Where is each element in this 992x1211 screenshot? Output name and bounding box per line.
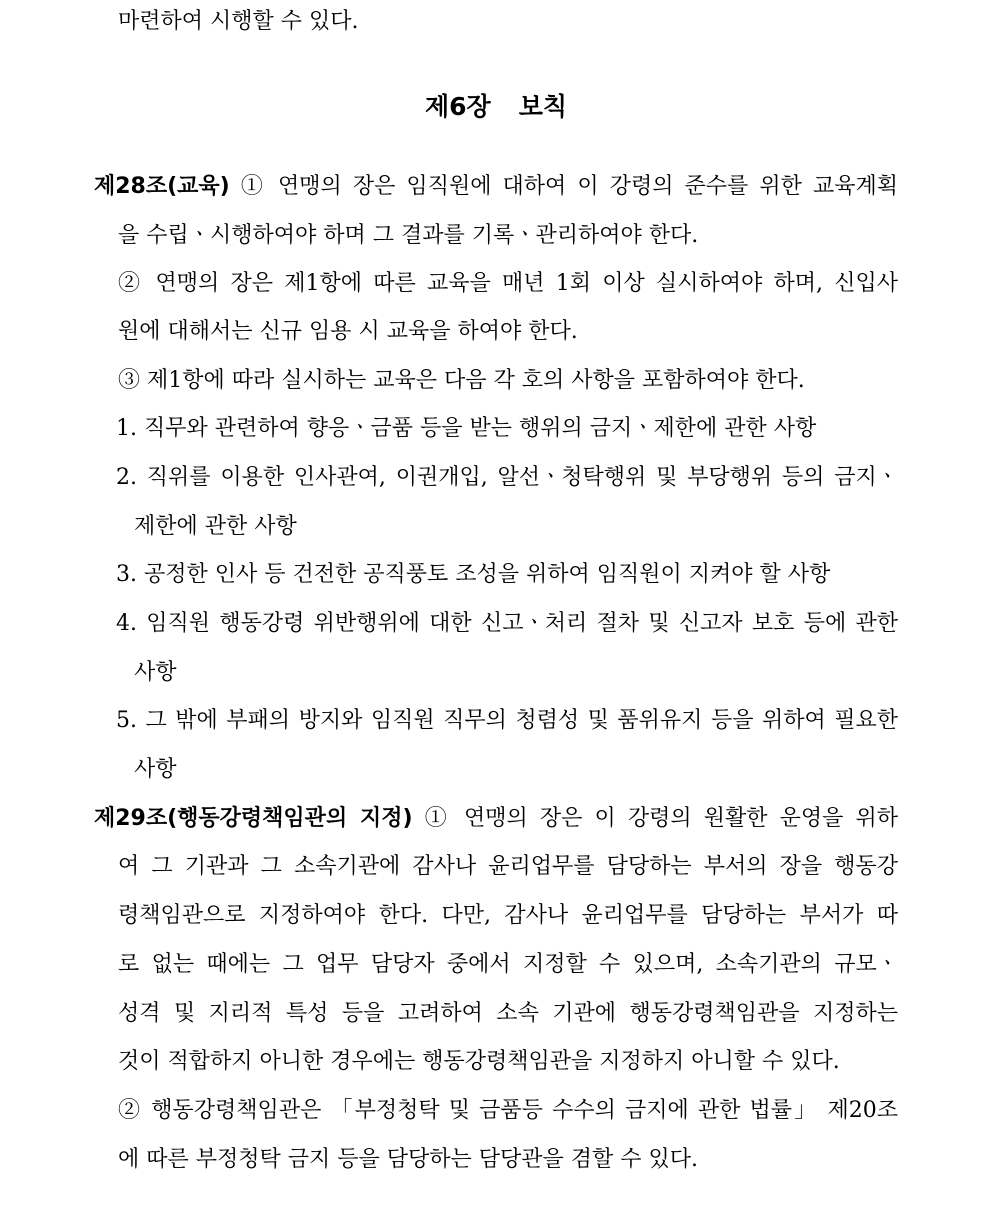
text-line: 여 그 기관과 그 소속기관에 감사나 윤리업무를 담당하는 부서의 장을 행동강 (118, 854, 898, 879)
list-item: 4. 임직원 행동강령 위반행위에 대한 신고ㆍ처리 절차 및 신고자 보호 등에 관한 (116, 611, 898, 636)
text-line: 사항 (134, 757, 177, 782)
list-item: 5. 그 밖에 부패의 방지와 임직원 직무의 청렴성 및 품위유지 등을 위하여 필요한 (116, 708, 898, 733)
chapter-heading (0, 92, 992, 122)
text-line: 마련하여 시행할 수 있다. (118, 9, 359, 34)
text-line: 을 수립ㆍ시행하여야 하며 그 결과를 기록ㆍ관리하여야 한다. (118, 223, 699, 248)
text-line: 령책임관으로 지정하여야 한다. 다만, 감사나 윤리업무를 담당하는 부서가 따 (118, 903, 898, 928)
text-line: 사항 (134, 660, 177, 685)
text-line: 로 없는 때에는 그 업무 담당자 중에서 지정할 수 있으며, 소속기관의 규모ㆍ (118, 952, 898, 977)
chapter-number: 제6장 (424, 92, 491, 121)
article-28-first-line (94, 173, 898, 201)
list-item: 2. 직위를 이용한 인사관여, 이권개입, 알선ㆍ청탁행위 및 부당행위 등의 금지ㆍ (116, 465, 898, 490)
article-28-text: ① 연맹의 장은 임직원에 대하여 이 강령의 준수를 위한 교육계획 (240, 174, 898, 199)
text-line: 것이 적합하지 아니한 경우에는 행동강령책임관을 지정하지 아니할 수 있다. (118, 1049, 840, 1074)
article-29-title: 제29조(행동강령책임관의 지정) (94, 806, 413, 831)
text-line: 에 따른 부정청탁 금지 등을 담당하는 담당관을 겸할 수 있다. (118, 1147, 698, 1172)
text-line: 원에 대해서는 신규 임용 시 교육을 하여야 한다. (118, 319, 578, 344)
list-item: 1. 직무와 관련하여 향응ㆍ금품 등을 받는 행위의 금지ㆍ제한에 관한 사항 (116, 416, 817, 441)
text-line: ② 연맹의 장은 제1항에 따른 교육을 매년 1회 이상 실시하여야 하며, 신입사 (118, 271, 898, 296)
text-line: ② 행동강령책임관은 「부정청탁 및 금품등 수수의 금지에 관한 법률」 제20조 (118, 1098, 898, 1123)
text-line: 제한에 관한 사항 (134, 514, 297, 539)
article-29-first-line (94, 805, 898, 833)
article-29-text: ① 연맹의 장은 이 강령의 원활한 운영을 위하 (424, 806, 898, 831)
article-28-title: 제28조(교육) (94, 174, 230, 199)
text-line: 성격 및 지리적 특성 등을 고려하여 소속 기관에 행동강령책임관을 지정하는 (118, 1001, 898, 1026)
chapter-title: 보칙 (518, 92, 567, 121)
list-item: 3. 공정한 인사 등 건전한 공직풍토 조성을 위하여 임직원이 지켜야 할 사항 (116, 562, 831, 587)
text-line: ③ 제1항에 따라 실시하는 교육은 다음 각 호의 사항을 포함하여야 한다. (118, 368, 805, 393)
